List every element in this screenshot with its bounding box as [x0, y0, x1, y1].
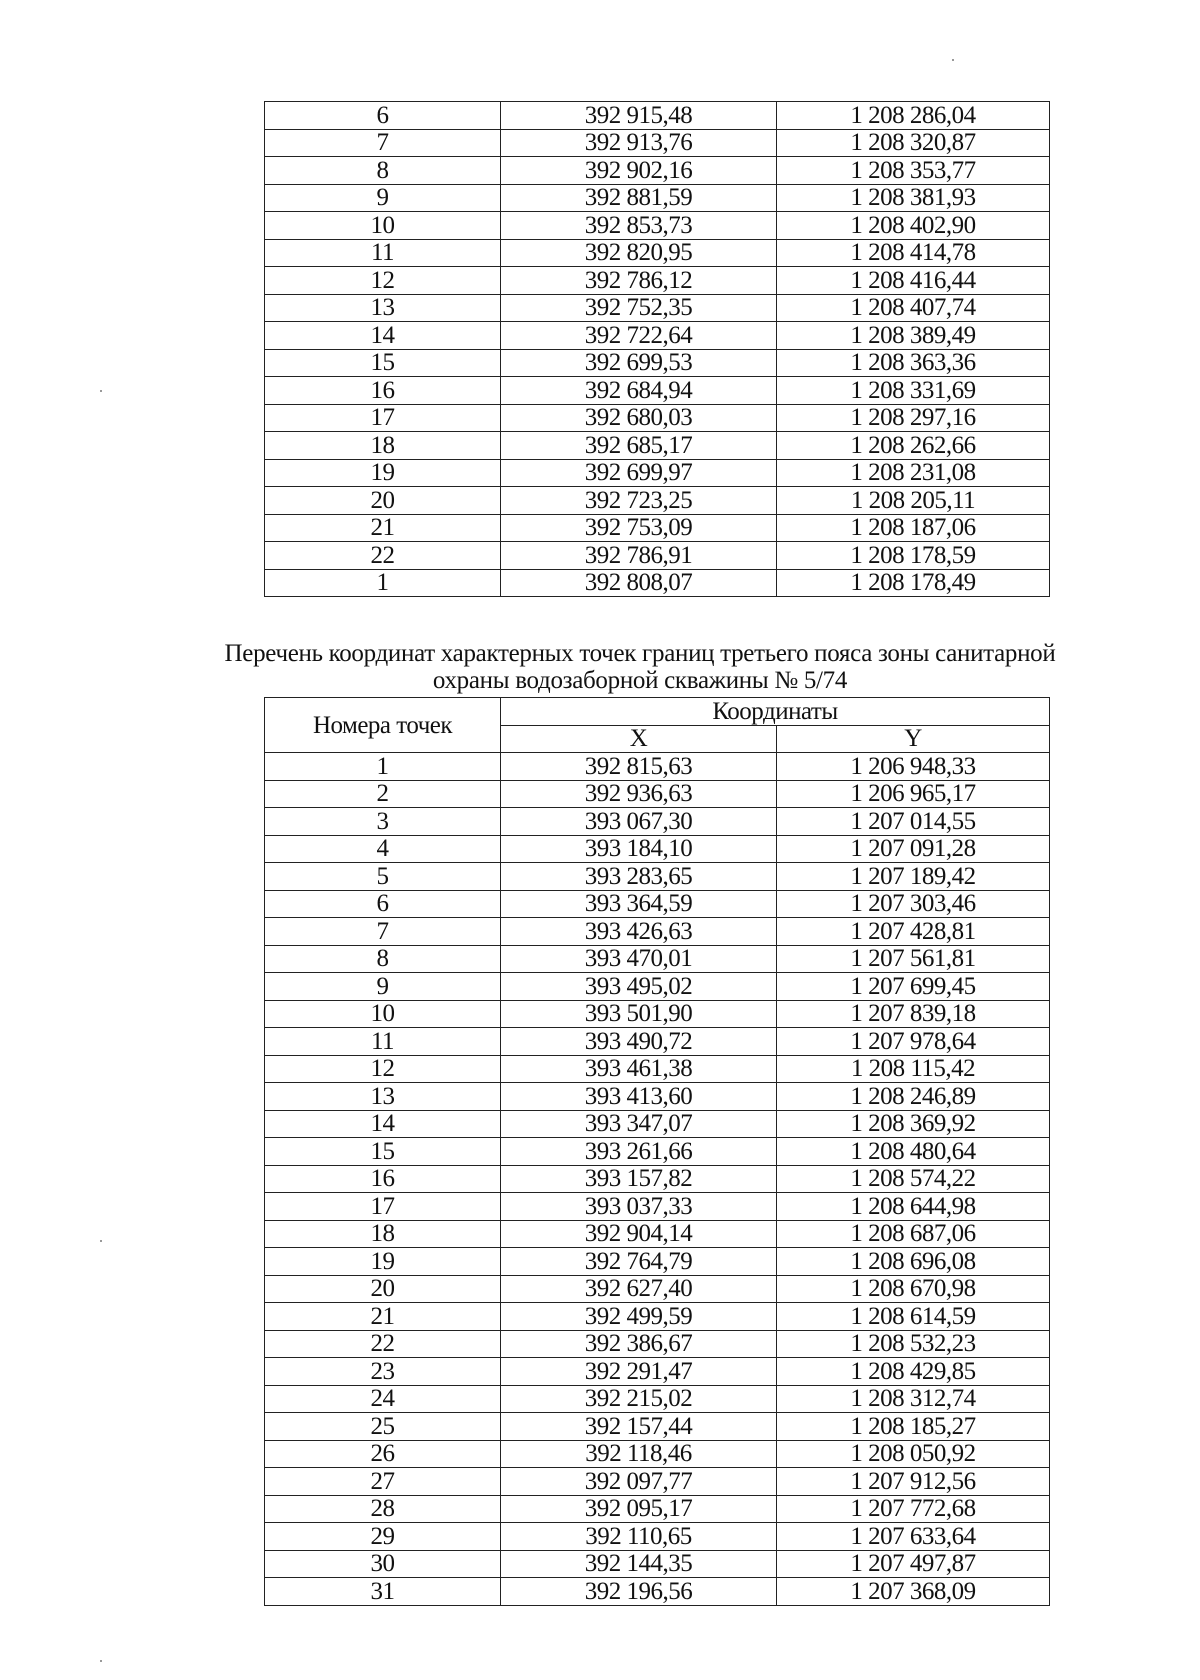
- coord-y: 1 208 363,36: [777, 349, 1050, 377]
- table1-body: [265, 102, 1050, 597]
- coord-x: 392 157,44: [501, 1413, 777, 1441]
- coord-x: 392 786,91: [501, 542, 777, 570]
- point-number: 15: [265, 349, 501, 377]
- coord-x: 392 722,64: [501, 322, 777, 350]
- table2-body: [265, 753, 1050, 1606]
- point-number: 31: [265, 1578, 501, 1606]
- table-row: [265, 1385, 1050, 1413]
- scan-speck: [100, 1660, 102, 1662]
- table-row: [265, 459, 1050, 487]
- point-number: 3: [265, 808, 501, 836]
- header-coordinates: Координаты: [501, 698, 1050, 726]
- point-number: 5: [265, 863, 501, 891]
- table-row: [265, 1165, 1050, 1193]
- table-row: [265, 239, 1050, 267]
- coord-y: 1 207 912,56: [777, 1468, 1050, 1496]
- coord-x: 392 684,94: [501, 377, 777, 405]
- table-row: [265, 404, 1050, 432]
- coord-x: 392 110,65: [501, 1523, 777, 1551]
- coord-y: 1 208 670,98: [777, 1275, 1050, 1303]
- table-row: [265, 1303, 1050, 1331]
- coord-x: 393 261,66: [501, 1138, 777, 1166]
- coord-x: 392 386,67: [501, 1330, 777, 1358]
- coord-x: 392 786,12: [501, 267, 777, 295]
- coord-y: 1 207 561,81: [777, 945, 1050, 973]
- coord-y: 1 208 178,49: [777, 569, 1050, 597]
- coord-x: 392 685,17: [501, 432, 777, 460]
- coord-y: 1 206 965,17: [777, 780, 1050, 808]
- coord-x: 393 495,02: [501, 973, 777, 1001]
- coord-x: 392 904,14: [501, 1220, 777, 1248]
- point-number: 17: [265, 404, 501, 432]
- table-row: [265, 294, 1050, 322]
- header-y: Y: [777, 725, 1050, 753]
- table-row: [265, 1000, 1050, 1028]
- coord-y: 1 208 574,22: [777, 1165, 1050, 1193]
- coord-y: 1 208 297,16: [777, 404, 1050, 432]
- coord-x: 392 723,25: [501, 487, 777, 515]
- table-row: [265, 945, 1050, 973]
- coord-y: 1 208 416,44: [777, 267, 1050, 295]
- coord-x: 393 347,07: [501, 1110, 777, 1138]
- coord-x: 392 627,40: [501, 1275, 777, 1303]
- coord-x: 392 902,16: [501, 157, 777, 185]
- table-row: [265, 157, 1050, 185]
- point-number: 21: [265, 1303, 501, 1331]
- table-row: [265, 212, 1050, 240]
- coordinates-table-zone3: [264, 697, 1050, 1606]
- coord-x: 393 364,59: [501, 890, 777, 918]
- coord-y: 1 208 614,59: [777, 1303, 1050, 1331]
- scan-speck: [100, 390, 102, 392]
- point-number: 8: [265, 945, 501, 973]
- coord-x: 393 283,65: [501, 863, 777, 891]
- table-row: [265, 349, 1050, 377]
- coord-y: 1 208 115,42: [777, 1055, 1050, 1083]
- table-row: [265, 514, 1050, 542]
- table-row: [265, 1220, 1050, 1248]
- coord-x: 393 470,01: [501, 945, 777, 973]
- section-title-line2: охраны водозаборной скважины № 5/74: [432, 667, 848, 694]
- point-number: 13: [265, 1083, 501, 1111]
- coord-y: 1 208 480,64: [777, 1138, 1050, 1166]
- table-row: [265, 377, 1050, 405]
- point-number: 16: [265, 1165, 501, 1193]
- table-row: [265, 1055, 1050, 1083]
- table-row: [265, 432, 1050, 460]
- point-number: 13: [265, 294, 501, 322]
- table-row: [265, 1138, 1050, 1166]
- table-row: [265, 1495, 1050, 1523]
- coord-y: 1 208 286,04: [777, 102, 1050, 130]
- coord-x: 392 095,17: [501, 1495, 777, 1523]
- coord-y: 1 208 312,74: [777, 1385, 1050, 1413]
- coord-y: 1 207 014,55: [777, 808, 1050, 836]
- table-row: [265, 1083, 1050, 1111]
- table-row: [265, 487, 1050, 515]
- coord-x: 392 196,56: [501, 1578, 777, 1606]
- coord-x: 392 144,35: [501, 1550, 777, 1578]
- point-number: 9: [265, 973, 501, 1001]
- coord-y: 1 208 205,11: [777, 487, 1050, 515]
- table-row: [265, 808, 1050, 836]
- coord-x: 392 097,77: [501, 1468, 777, 1496]
- table-row: [265, 267, 1050, 295]
- coord-y: 1 208 402,90: [777, 212, 1050, 240]
- table-header-row: [265, 698, 1050, 726]
- coord-x: 393 067,30: [501, 808, 777, 836]
- table-row: [265, 322, 1050, 350]
- scan-speck: [100, 1240, 102, 1242]
- table-row: [265, 1193, 1050, 1221]
- point-number: 27: [265, 1468, 501, 1496]
- table-row: [265, 1440, 1050, 1468]
- point-number: 10: [265, 1000, 501, 1028]
- table-row: [265, 1248, 1050, 1276]
- point-number: 14: [265, 322, 501, 350]
- coord-y: 1 208 178,59: [777, 542, 1050, 570]
- table-row: [265, 1275, 1050, 1303]
- coord-x: 393 037,33: [501, 1193, 777, 1221]
- coord-y: 1 207 189,42: [777, 863, 1050, 891]
- header-x: X: [501, 725, 777, 753]
- point-number: 30: [265, 1550, 501, 1578]
- coord-x: 393 413,60: [501, 1083, 777, 1111]
- coord-x: 392 915,48: [501, 102, 777, 130]
- table-row: [265, 780, 1050, 808]
- table-row: [265, 1110, 1050, 1138]
- coord-x: 392 699,97: [501, 459, 777, 487]
- coord-x: 392 753,09: [501, 514, 777, 542]
- coord-y: 1 207 633,64: [777, 1523, 1050, 1551]
- coord-y: 1 208 246,89: [777, 1083, 1050, 1111]
- coord-x: 392 499,59: [501, 1303, 777, 1331]
- table-row: [265, 890, 1050, 918]
- coord-x: 392 913,76: [501, 129, 777, 157]
- table-row: [265, 184, 1050, 212]
- point-number: 23: [265, 1358, 501, 1386]
- table-row: [265, 1578, 1050, 1606]
- coord-x: 392 820,95: [501, 239, 777, 267]
- coordinates-table-continued: [264, 101, 1050, 597]
- coord-x: 392 808,07: [501, 569, 777, 597]
- coord-y: 1 207 839,18: [777, 1000, 1050, 1028]
- point-number: 19: [265, 1248, 501, 1276]
- coord-y: 1 208 331,69: [777, 377, 1050, 405]
- coord-y: 1 208 050,92: [777, 1440, 1050, 1468]
- header-point-numbers: Номера точек: [265, 698, 501, 753]
- point-number: 19: [265, 459, 501, 487]
- coord-x: 393 184,10: [501, 835, 777, 863]
- point-number: 7: [265, 129, 501, 157]
- point-number: 20: [265, 487, 501, 515]
- point-number: 21: [265, 514, 501, 542]
- table-row: [265, 863, 1050, 891]
- point-number: 15: [265, 1138, 501, 1166]
- table-row: [265, 1358, 1050, 1386]
- coord-y: 1 208 687,06: [777, 1220, 1050, 1248]
- point-number: 1: [265, 569, 501, 597]
- coord-x: 392 815,63: [501, 753, 777, 781]
- coord-x: 392 215,02: [501, 1385, 777, 1413]
- coord-x: 392 699,53: [501, 349, 777, 377]
- coord-y: 1 208 644,98: [777, 1193, 1050, 1221]
- coord-x: 393 501,90: [501, 1000, 777, 1028]
- coord-y: 1 208 262,66: [777, 432, 1050, 460]
- table-row: [265, 1468, 1050, 1496]
- point-number: 25: [265, 1413, 501, 1441]
- coord-y: 1 208 429,85: [777, 1358, 1050, 1386]
- point-number: 20: [265, 1275, 501, 1303]
- point-number: 2: [265, 780, 501, 808]
- coord-x: 393 426,63: [501, 918, 777, 946]
- coord-y: 1 207 699,45: [777, 973, 1050, 1001]
- table-row: [265, 1413, 1050, 1441]
- coord-y: 1 208 532,23: [777, 1330, 1050, 1358]
- coord-y: 1 208 381,93: [777, 184, 1050, 212]
- coord-x: 393 461,38: [501, 1055, 777, 1083]
- table-row: [265, 542, 1050, 570]
- table-row: [265, 835, 1050, 863]
- coord-x: 392 853,73: [501, 212, 777, 240]
- section-title: [160, 640, 1120, 694]
- coord-y: 1 208 353,77: [777, 157, 1050, 185]
- table-row: [265, 569, 1050, 597]
- table-row: [265, 1523, 1050, 1551]
- coord-x: 392 118,46: [501, 1440, 777, 1468]
- coord-x: 393 490,72: [501, 1028, 777, 1056]
- point-number: 28: [265, 1495, 501, 1523]
- coord-y: 1 207 303,46: [777, 890, 1050, 918]
- point-number: 22: [265, 1330, 501, 1358]
- point-number: 17: [265, 1193, 501, 1221]
- table-row: [265, 1028, 1050, 1056]
- point-number: 1: [265, 753, 501, 781]
- point-number: 12: [265, 1055, 501, 1083]
- coord-y: 1 207 428,81: [777, 918, 1050, 946]
- table-row: [265, 129, 1050, 157]
- point-number: 11: [265, 239, 501, 267]
- point-number: 6: [265, 102, 501, 130]
- table-row: [265, 1550, 1050, 1578]
- point-number: 22: [265, 542, 501, 570]
- table-row: [265, 918, 1050, 946]
- point-number: 9: [265, 184, 501, 212]
- coord-x: 392 680,03: [501, 404, 777, 432]
- coord-y: 1 208 231,08: [777, 459, 1050, 487]
- point-number: 18: [265, 1220, 501, 1248]
- point-number: 10: [265, 212, 501, 240]
- coord-x: 392 936,63: [501, 780, 777, 808]
- point-number: 26: [265, 1440, 501, 1468]
- coord-y: 1 208 320,87: [777, 129, 1050, 157]
- coord-y: 1 207 772,68: [777, 1495, 1050, 1523]
- point-number: 7: [265, 918, 501, 946]
- coord-y: 1 207 368,09: [777, 1578, 1050, 1606]
- point-number: 24: [265, 1385, 501, 1413]
- coord-y: 1 208 407,74: [777, 294, 1050, 322]
- point-number: 11: [265, 1028, 501, 1056]
- point-number: 14: [265, 1110, 501, 1138]
- table-row: [265, 102, 1050, 130]
- table-row: [265, 1330, 1050, 1358]
- coord-x: 393 157,82: [501, 1165, 777, 1193]
- coord-y: 1 207 091,28: [777, 835, 1050, 863]
- coord-y: 1 208 696,08: [777, 1248, 1050, 1276]
- point-number: 4: [265, 835, 501, 863]
- coord-y: 1 207 497,87: [777, 1550, 1050, 1578]
- coord-y: 1 207 978,64: [777, 1028, 1050, 1056]
- point-number: 16: [265, 377, 501, 405]
- table-row: [265, 973, 1050, 1001]
- coord-y: 1 206 948,33: [777, 753, 1050, 781]
- coord-y: 1 208 187,06: [777, 514, 1050, 542]
- point-number: 12: [265, 267, 501, 295]
- section-title-line1: Перечень координат характерных точек границ третьего пояса зоны санитарной: [224, 640, 1056, 667]
- coord-y: 1 208 185,27: [777, 1413, 1050, 1441]
- coord-y: 1 208 414,78: [777, 239, 1050, 267]
- coord-x: 392 291,47: [501, 1358, 777, 1386]
- coord-x: 392 881,59: [501, 184, 777, 212]
- point-number: 8: [265, 157, 501, 185]
- coord-x: 392 764,79: [501, 1248, 777, 1276]
- coord-x: 392 752,35: [501, 294, 777, 322]
- coord-y: 1 208 369,92: [777, 1110, 1050, 1138]
- scan-speck: [952, 59, 954, 61]
- point-number: 29: [265, 1523, 501, 1551]
- coord-y: 1 208 389,49: [777, 322, 1050, 350]
- point-number: 18: [265, 432, 501, 460]
- point-number: 6: [265, 890, 501, 918]
- table-row: [265, 753, 1050, 781]
